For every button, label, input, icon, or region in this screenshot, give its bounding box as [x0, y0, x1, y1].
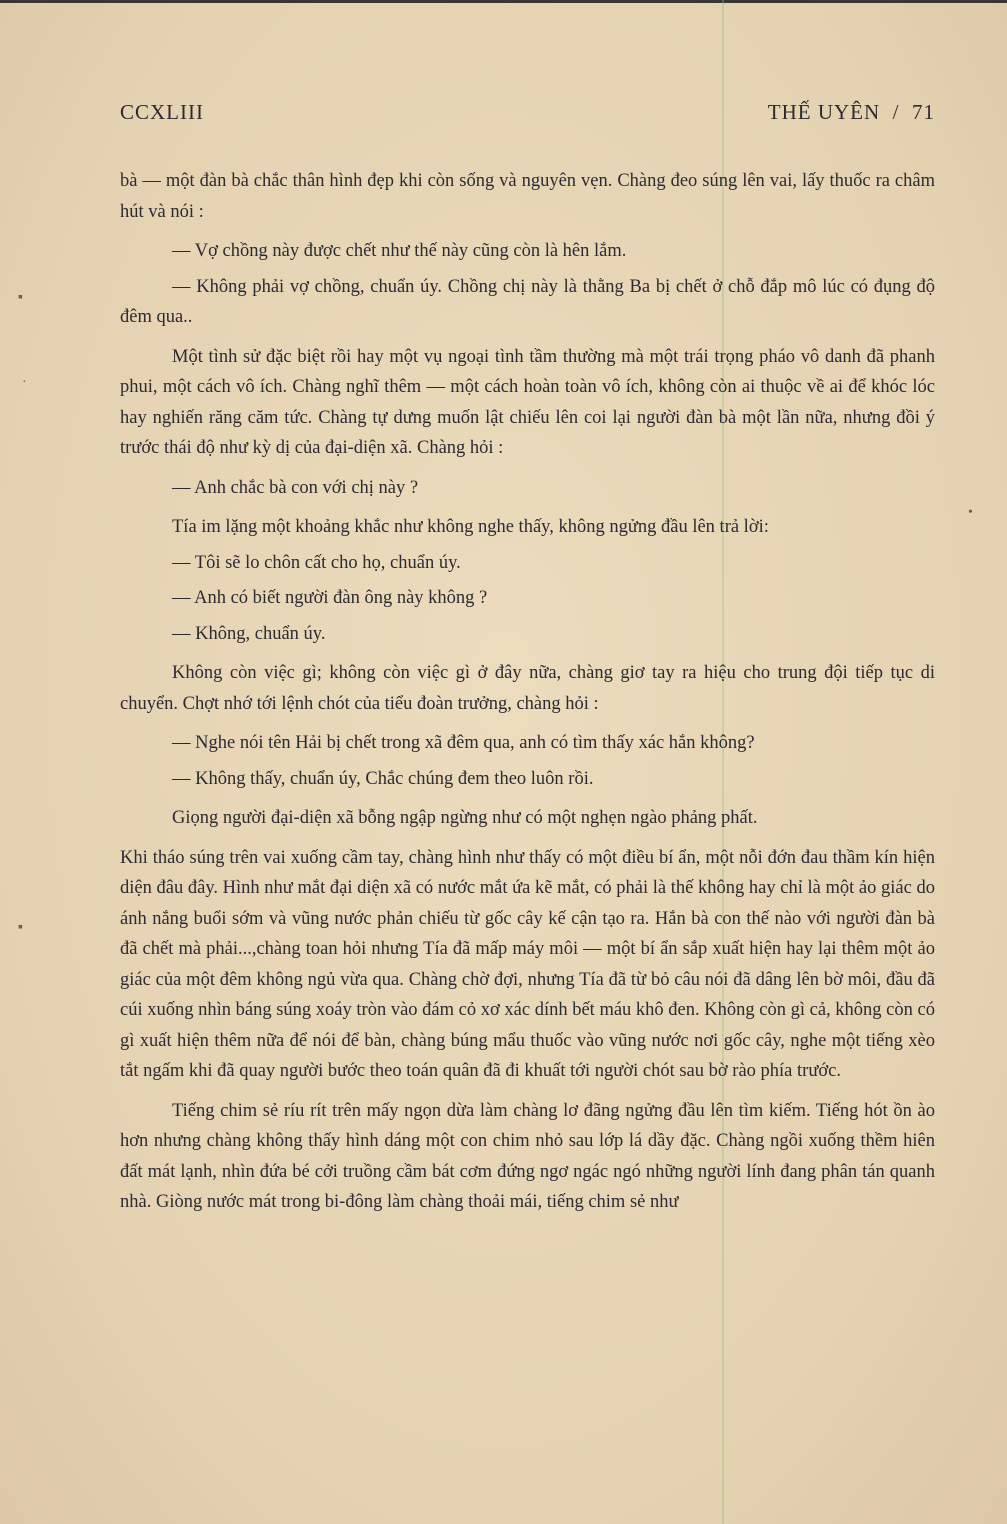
paragraph: — Anh chắc bà con với chị này ?: [172, 477, 419, 498]
paragraph: — Vợ chồng này được chết như thế này cũng còn là hên lắm.: [172, 241, 627, 261]
paragraph: bà — một đàn bà chắc thân hình đẹp khi còn sống và nguyên vẹn. Chàng đeo súng lên vai, lấy thuốc ra châm hút và nói :: [120, 171, 935, 222]
paragraph: Tiếng chim sẻ ríu rít trên mấy ngọn dừa làm chàng lơ đãng ngửng đầu lên tìm kiếm. Tiếng hót ồn ào hơn nhưng chàng không thấy hình dáng một con chim nhỏ sau lớp lá dầy đặc. Chàng ngồi xuống thềm hiên đất mát lạnh, nhìn đứa bé cởi truồng cầm bát cơm đứng ngơ ngác ngó những người lính đang phân tán quanh nhà. Giòng nước mát trong bi-đông làm chàng thoải mái, tiếng chim sẻ như: [120, 1100, 935, 1212]
margin-speck: ▪: [18, 290, 23, 305]
paragraph: Tía im lặng một khoảng khắc như không nghe thấy, không ngửng đầu lên trả lời:: [172, 517, 769, 537]
paragraph: — Tôi sẽ lo chôn cất cho họ, chuẩn úy.: [172, 552, 461, 573]
paragraph: — Không, chuẩn úy.: [172, 623, 326, 644]
margin-speck: ·: [22, 375, 27, 390]
paragraph: — Anh có biết người đàn ông này không ?: [172, 588, 488, 608]
paragraph: Khi tháo súng trên vai xuống cầm tay, chàng hình như thấy có một điều bí ẩn, một nỗi đớn đau thầm kín hiện diện đâu đây. Hình như mắt đại diện xã có nước mắt ứa kẽ mắt, có phải là thế không hay chỉ là một ảo giác do ánh nắng buổi sớm và vũng nước phản chiếu từ gốc cây kế cận tạo ra. Hắn bà con thế nào với người đàn bà đã chết mà phải...,chàng toan hỏi nhưng Tía đã mấp máy môi — một bí ẩn sắp xuất hiện hay lại thêm một ảo giác của một đêm không ngủ vừa qua. Chàng chờ đợi, nhưng Tía đã từ bỏ câu nói đã dâng lên bờ môi, đầu đã cúi xuống nhìn báng súng xoáy tròn vào đám cỏ xơ xác dính bết máu khô đen. Không còn gì cả, không còn có gì xuất hiện thêm nữa để nói để bàn, chàng búng mẩu thuốc vào vũng nước nơi gốc cây, nghe một tiếng xèo tắt ngấm khi đã quay người bước theo toán quân đã đi khuất tới người chót sau bờ rào phía trước.: [120, 847, 935, 1081]
paragraph: Giọng người đại-diện xã bỗng ngập ngừng như có một nghẹn ngào phảng phất.: [172, 808, 758, 828]
page-top-edge: [0, 0, 1007, 3]
paragraph: — Nghe nói tên Hải bị chết trong xã đêm qua, anh có tìm thấy xác hắn không?: [172, 733, 755, 753]
section-number: CCXLIII: [120, 100, 204, 124]
paragraph: Không còn việc gì; không còn việc gì ở đây nữa, chàng giơ tay ra hiệu cho trung đội tiếp tục di chuyển. Chợt nhớ tới lệnh chót của tiểu đoàn trưởng, chàng hỏi :: [120, 663, 935, 714]
paragraph: — Không thấy, chuẩn úy, Chắc chúng đem theo luôn rồi.: [172, 768, 594, 789]
paragraph: Một tình sử đặc biệt rồi hay một vụ ngoại tình tầm thường mà một trái trọng pháo vô danh đã phanh phui, một cách vô ích. Chàng nghĩ thêm — một cách hoàn toàn vô ích, không còn ai thuộc về ai để khóc lóc hay nghiến răng căm tức. Chàng tự dưng muốn lật chiếu lên coi lại người đàn bà một lần nữa, nhưng đồi ý trước thái độ như kỳ dị của đại-diện xã. Chàng hỏi :: [120, 346, 935, 458]
page-header: [120, 100, 935, 130]
running-title: THẾ UYÊN / 71: [767, 100, 935, 124]
margin-speck: •: [968, 505, 973, 520]
paragraph: — Không phải vợ chồng, chuẩn úy. Chồng chị này là thằng Ba bị chết ở chỗ đắp mô lúc có đụng độ đêm qua..: [120, 276, 935, 327]
margin-speck: ▪: [18, 920, 23, 935]
body-text: [120, 166, 935, 1218]
